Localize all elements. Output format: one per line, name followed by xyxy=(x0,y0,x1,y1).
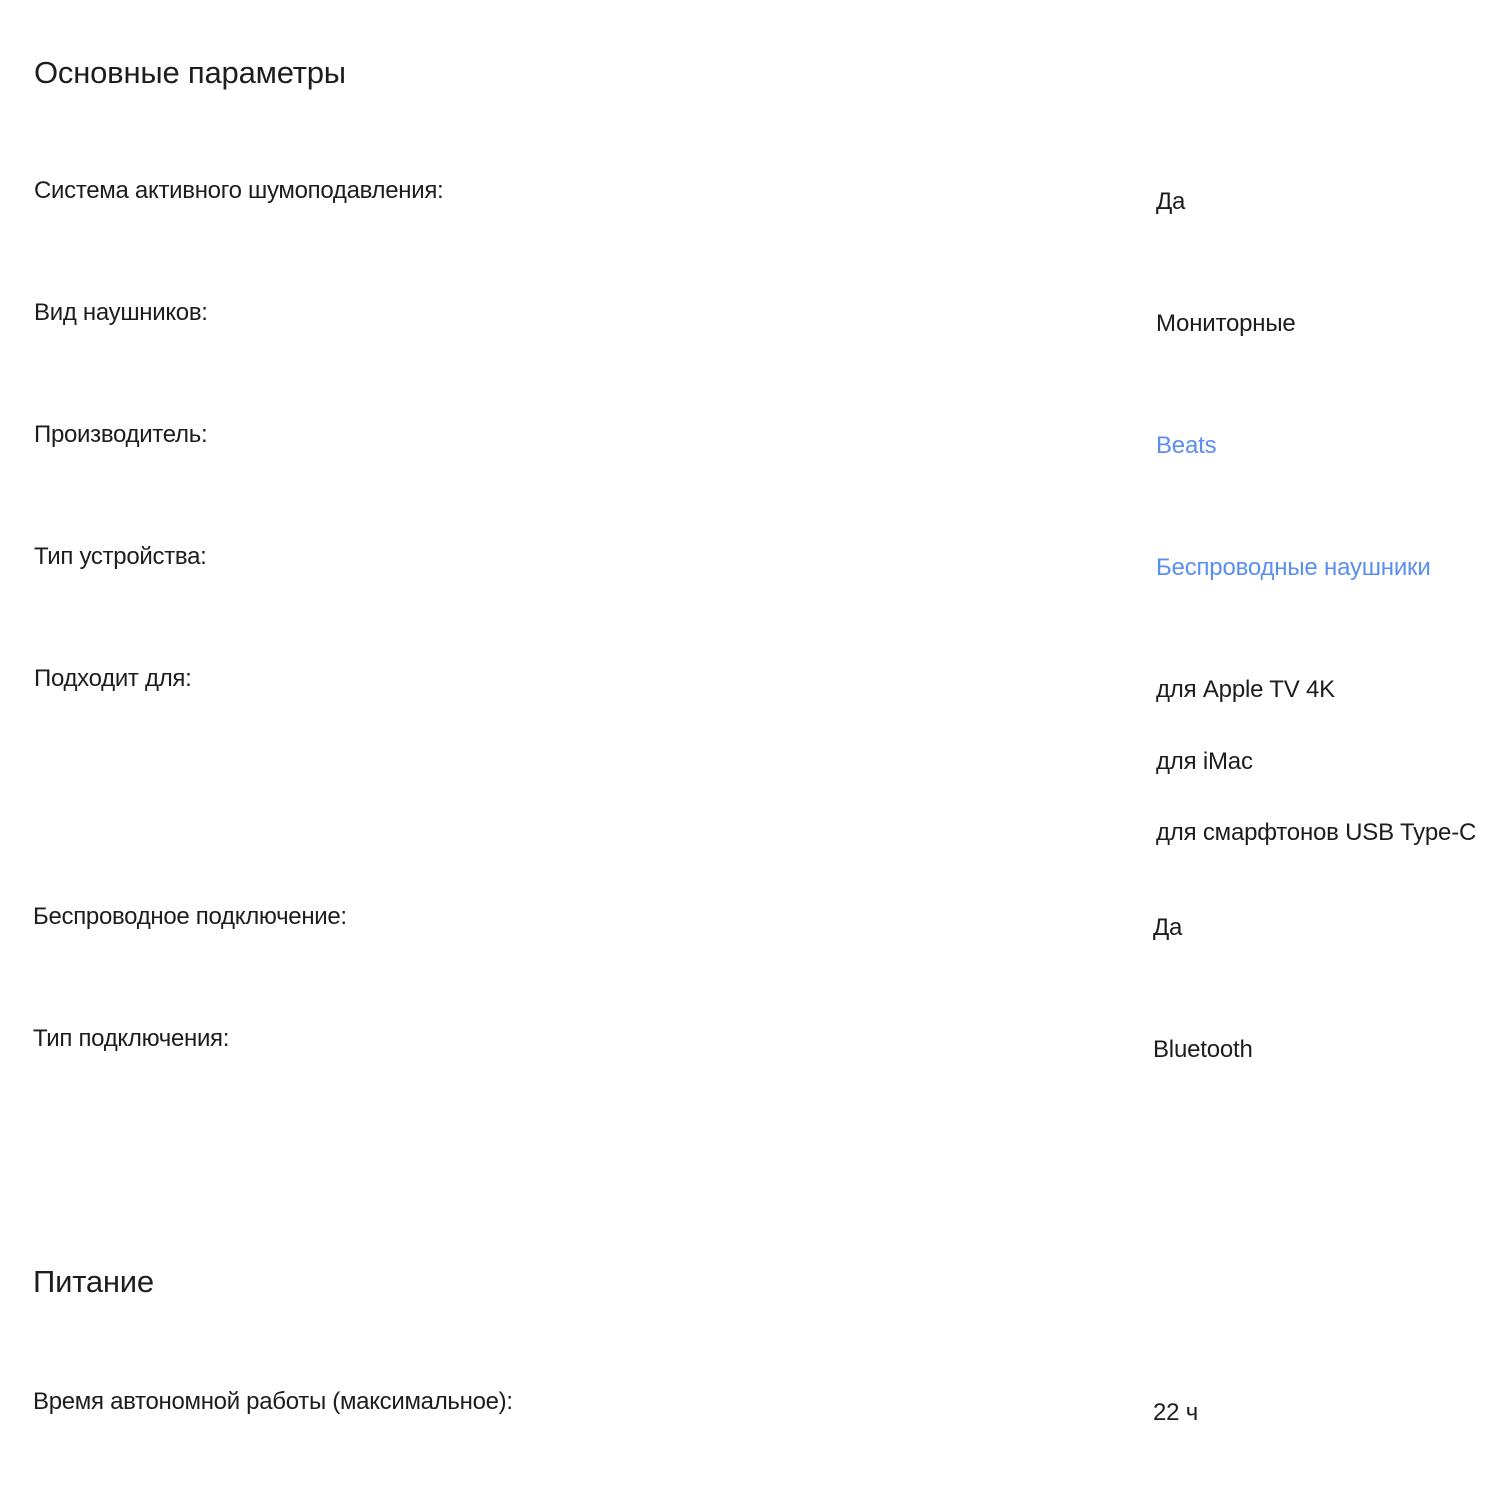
spec-label-device-type: Тип устройства: xyxy=(34,543,207,570)
section-title-main: Основные параметры xyxy=(34,55,346,90)
manufacturer-link[interactable]: Beats xyxy=(1156,432,1217,459)
spec-label-compatible: Подходит для: xyxy=(34,665,192,692)
spec-value-anc: Да xyxy=(1156,188,1186,215)
spec-value-headphone-type: Мониторные xyxy=(1156,310,1296,337)
spec-value-compatible-1: для Apple TV 4K xyxy=(1156,676,1335,703)
spec-label-anc: Система активного шумоподавления: xyxy=(34,177,444,204)
spec-label-manufacturer: Производитель: xyxy=(34,421,208,448)
spec-label-connection-type: Тип подключения: xyxy=(33,1025,230,1052)
spec-value-wireless: Да xyxy=(1153,914,1183,941)
device-type-link[interactable]: Беспроводные наушники xyxy=(1156,554,1431,581)
spec-value-compatible-2: для iMac xyxy=(1156,748,1253,775)
spec-value-battery-life: 22 ч xyxy=(1153,1399,1199,1426)
spec-label-wireless: Беспроводное подключение: xyxy=(33,903,347,930)
spec-value-connection-type: Bluetooth xyxy=(1153,1036,1253,1063)
spec-label-battery-life: Время автономной работы (максимальное): xyxy=(33,1388,513,1415)
spec-value-compatible-3: для смарфтонов USB Type-C xyxy=(1156,819,1477,846)
section-title-power: Питание xyxy=(33,1264,154,1299)
spec-label-headphone-type: Вид наушников: xyxy=(34,299,208,326)
